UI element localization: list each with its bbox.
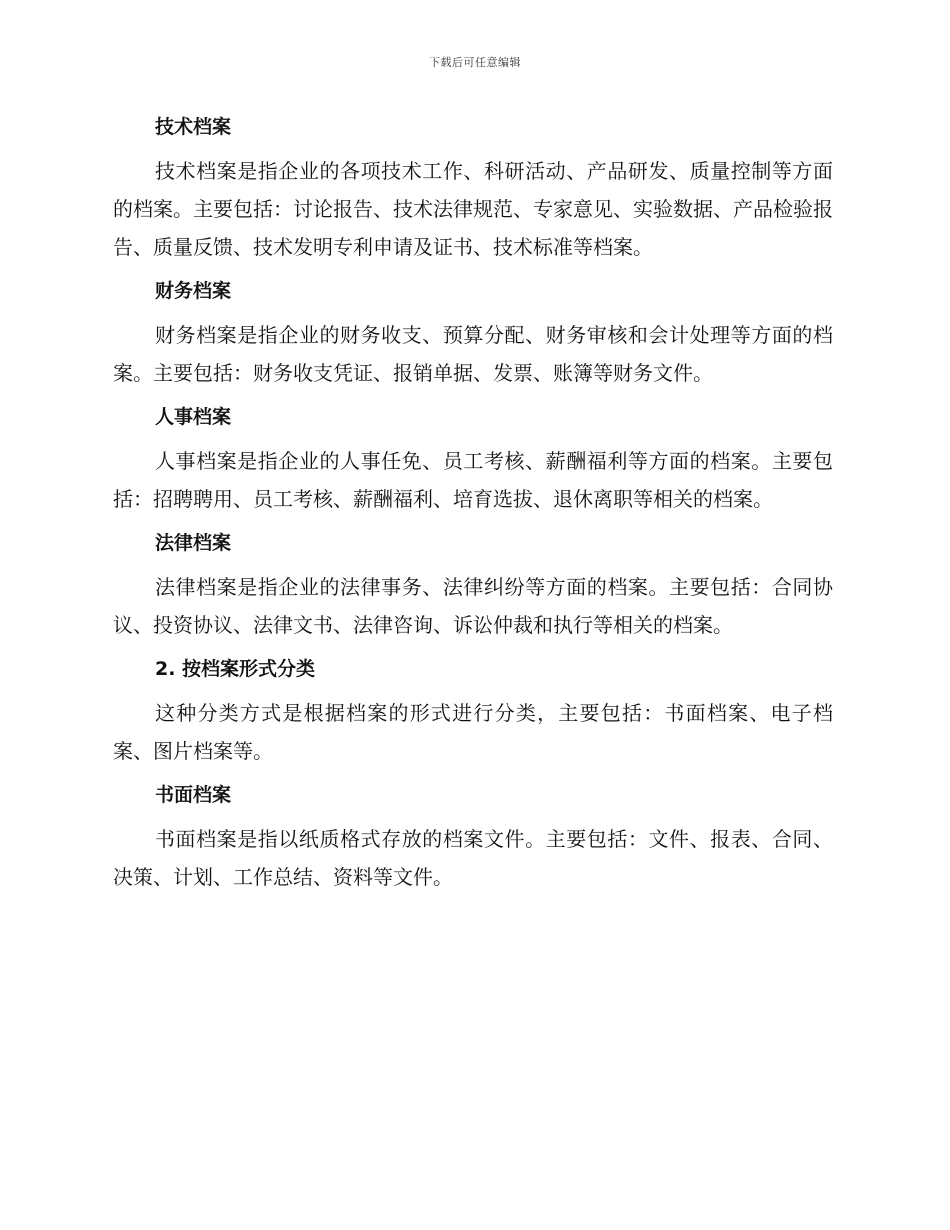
section-heading-paper: 书面档案 [155, 784, 232, 806]
section-heading-legal: 法律档案 [155, 532, 232, 554]
section-heading-technical: 技术档案 [155, 116, 232, 138]
section-paragraph-legal: 法律档案是指企业的法律事务、法律纠纷等方面的档案。主要包括：合同协议、投资协议、法律文书、法律咨询、诉讼仲裁和执行等相关的档案。 [113, 575, 833, 637]
section-heading-by-form: 2. 按档案形式分类 [155, 658, 316, 680]
header-watermark: 下载后可任意编辑 [429, 56, 521, 69]
document-body [113, 108, 833, 896]
section-paragraph-finance: 财务档案是指企业的财务收支、预算分配、财务审核和会计处理等方面的档案。主要包括：财务收支凭证、报销单据、发票、账簿等财务文件。 [113, 323, 833, 385]
section-heading-finance: 财务档案 [155, 280, 232, 302]
section-paragraph-by-form: 这种分类方式是根据档案的形式进行分类，主要包括：书面档案、电子档案、图片档案等。 [113, 701, 833, 763]
section-paragraph-personnel: 人事档案是指企业的人事任免、员工考核、薪酬福利等方面的档案。主要包括：招聘聘用、员工考核、薪酬福利、培育选拔、退休离职等相关的档案。 [113, 449, 833, 511]
section-heading-personnel: 人事档案 [155, 406, 232, 428]
section-paragraph-paper: 书面档案是指以纸质格式存放的档案文件。主要包括：文件、报表、合同、决策、计划、工作总结、资料等文件。 [113, 827, 833, 889]
section-paragraph-technical: 技术档案是指企业的各项技术工作、科研活动、产品研发、质量控制等方面的档案。主要包括：讨论报告、技术法律规范、专家意见、实验数据、产品检验报告、质量反馈、技术发明专利申请及证书、技术标准等档案。 [113, 159, 833, 259]
